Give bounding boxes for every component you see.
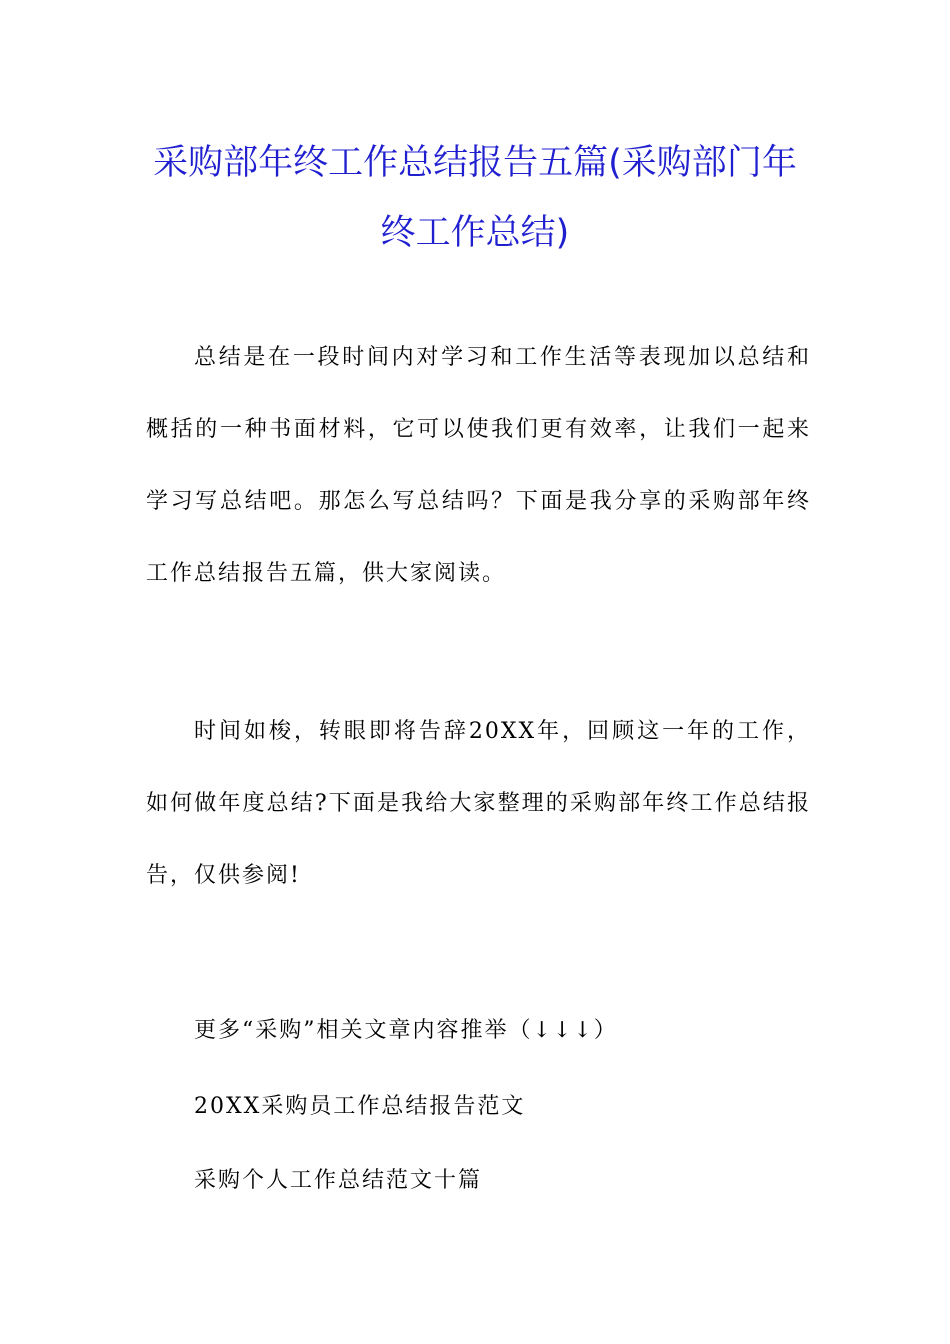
related-article-link[interactable]: 采购个人工作总结范文十篇 (194, 1168, 483, 1193)
second-paragraph: 时间如梭，转眼即将告辞20XX年，回顾这一年的工作，如何做年度总结?下面是我给大家整理的采购部年终工作总结报告，仅供参阅! (146, 719, 811, 888)
document-title: 采购部年终工作总结报告五篇(采购部门年终工作总结) (153, 143, 797, 253)
related-articles-heading: 更多“采购”相关文章内容推举（↓↓↓） (194, 1018, 618, 1043)
related-article-link[interactable]: 20XX采购员工作总结报告范文 (194, 1094, 526, 1119)
intro-paragraph: 总结是在一段时间内对学习和工作生活等表现加以总结和概括的一种书面材料，它可以使我们更有效率，让我们一起来学习写总结吧。那怎么写总结吗？下面是我分享的采购部年终工作总结报告五篇，供大家阅读。 (146, 345, 811, 586)
